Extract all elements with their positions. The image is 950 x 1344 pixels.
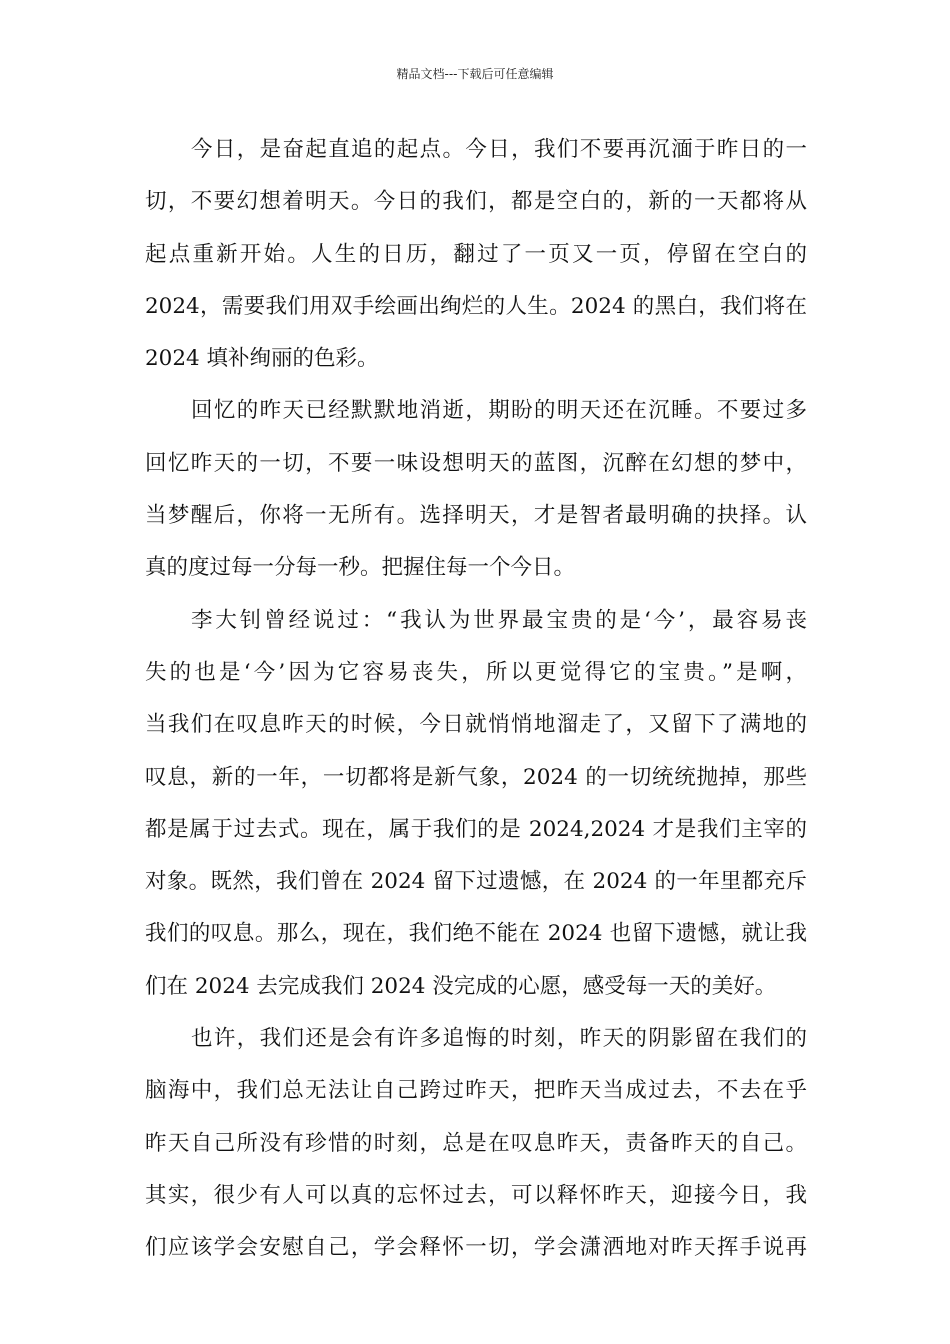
- text-line: 昨天自己所没有珍惜的时刻，总是在叹息昨天，责备昨天的自己。: [145, 1130, 807, 1156]
- text-line: 也许，我们还是会有许多追悔的时刻，昨天的阴影留在我们的: [191, 1026, 807, 1052]
- text-line: 真的度过每一分每一秒。把握住每一个今日。: [145, 555, 576, 581]
- text-line: 脑海中，我们总无法让自己跨过昨天，把昨天当成过去，不去在乎: [145, 1078, 807, 1104]
- text-line: 当梦醒后，你将一无所有。选择明天，才是智者最明确的抉择。认: [145, 503, 807, 529]
- paragraph-2: [145, 385, 807, 594]
- text-line: 们在 2024 去完成我们 2024 没完成的心愿，感受每一天的美好。: [145, 973, 777, 999]
- page-header: 精品文档---下载后可任意编辑: [396, 67, 554, 81]
- paragraph-1: [145, 124, 807, 385]
- text-line: 对象。既然，我们曾在 2024 留下过遗憾，在 2024 的一年里都充斥: [145, 869, 807, 895]
- paragraph-4: [145, 1013, 807, 1274]
- text-line: 回忆的昨天已经默默地消逝，期盼的明天还在沉睡。不要过多: [191, 398, 807, 424]
- text-line: 失的也是‘今’因为它容易丧失，所以更觉得它的宝贵。”是啊，: [145, 659, 807, 685]
- text-line: 回忆昨天的一切，不要一味设想明天的蓝图，沉醉在幻想的梦中，: [145, 450, 807, 476]
- text-line: 起点重新开始。人生的日历，翻过了一页又一页，停留在空白的: [145, 241, 807, 267]
- text-line: 我们的叹息。那么，现在，我们绝不能在 2024 也留下遗憾，就让我: [145, 921, 807, 947]
- text-line: 都是属于过去式。现在，属于我们的是 2024,2024 才是我们主宰的: [145, 816, 807, 842]
- text-line: 2024 填补绚丽的色彩。: [145, 346, 379, 372]
- document-body: [145, 124, 807, 1275]
- text-line: 今日，是奋起直追的起点。今日，我们不要再沉湎于昨日的一: [191, 137, 807, 162]
- text-line: 们应该学会安慰自己，学会释怀一切，学会潇洒地对昨天挥手说再: [145, 1235, 807, 1261]
- text-line: 其实，很少有人可以真的忘怀过去，可以释怀昨天，迎接今日，我: [145, 1182, 807, 1208]
- text-line: 切，不要幻想着明天。今日的我们，都是空白的，新的一天都将从: [145, 189, 807, 215]
- text-line: 2024，需要我们用双手绘画出绚烂的人生。2024 的黑白，我们将在: [145, 293, 807, 319]
- text-line: 叹息，新的一年，一切都将是新气象，2024 的一切统统抛掉，那些: [145, 764, 807, 790]
- text-line: 李大钊曾经说过：“我认为世界最宝贵的是‘今’，最容易丧: [191, 607, 807, 633]
- paragraph-3: [145, 595, 807, 1013]
- text-line: 当我们在叹息昨天的时候，今日就悄悄地溜走了，又留下了满地的: [145, 712, 807, 738]
